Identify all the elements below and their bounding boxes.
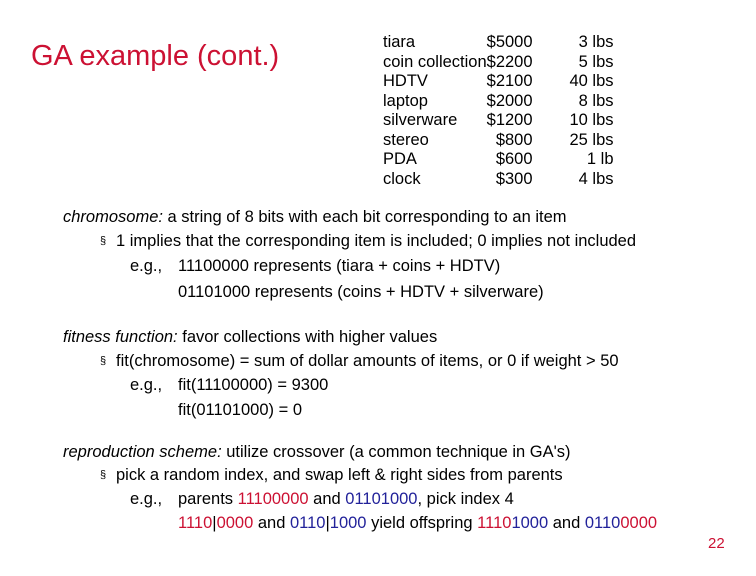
bullet-icon: § bbox=[100, 235, 107, 247]
chromosome-eg1: 11100000 represents (tiara + coins + HDTV) bbox=[178, 257, 501, 275]
item-weight: 4 lbs bbox=[578, 169, 614, 188]
item-price: $5000 bbox=[486, 33, 533, 51]
item-weight: 3 lbs bbox=[578, 33, 614, 51]
item-name: clock bbox=[383, 169, 421, 188]
reproduction-eg-label: e.g., bbox=[130, 490, 163, 508]
item-name: stereo bbox=[383, 130, 429, 149]
parent2-left: 0110 bbox=[289, 514, 326, 532]
item-row bbox=[383, 92, 614, 112]
chromosome-line bbox=[63, 208, 567, 227]
offspring2-right: 0000 bbox=[620, 514, 658, 532]
fitness-term: fitness function: bbox=[63, 328, 178, 346]
chromosome-definition: a string of 8 bits with each bit corresponding to an item bbox=[162, 208, 567, 226]
item-weight: 10 lbs bbox=[569, 111, 614, 129]
item-weight: 5 lbs bbox=[578, 52, 614, 71]
yield-text: yield offspring bbox=[366, 514, 478, 532]
chromosome-eg2: 01101000 represents (coins + HDTV + silverware) bbox=[178, 283, 544, 301]
fitness-eg-label: e.g., bbox=[130, 376, 163, 394]
and-text: and bbox=[308, 490, 346, 508]
separator: | bbox=[212, 514, 217, 532]
item-name: HDTV bbox=[383, 72, 428, 90]
item-price: $2100 bbox=[486, 72, 533, 90]
parent1-left: 1110 bbox=[178, 514, 213, 532]
item-row bbox=[383, 53, 614, 73]
item-weight: 25 lbs bbox=[569, 130, 614, 149]
item-weight: 1 lb bbox=[586, 150, 614, 168]
chromosome-eg-line bbox=[130, 257, 162, 276]
item-row bbox=[383, 111, 614, 131]
item-row bbox=[383, 72, 614, 92]
fitness-definition: favor collections with higher values bbox=[177, 328, 438, 346]
chromosome-bullet-text: 1 implies that the corresponding item is included; 0 implies not included bbox=[116, 232, 637, 250]
offspring1-left: 1110 bbox=[477, 514, 512, 532]
parents-label: parents bbox=[178, 490, 238, 508]
fitness-eg2: fit(01101000) = 0 bbox=[178, 401, 302, 419]
offspring1-right: 1000 bbox=[511, 514, 549, 532]
item-price: $1200 bbox=[486, 111, 533, 129]
items-table bbox=[383, 33, 614, 189]
reproduction-bullet-line bbox=[100, 466, 563, 485]
item-weight: 40 lbs bbox=[569, 72, 614, 90]
bullet-icon: § bbox=[100, 469, 107, 481]
item-weight: 8 lbs bbox=[578, 91, 614, 110]
item-name: silverware bbox=[383, 111, 458, 129]
item-price: $300 bbox=[495, 169, 533, 188]
bullet-icon: § bbox=[100, 355, 107, 367]
parent1-right: 0000 bbox=[216, 514, 254, 532]
parent2: 01101000 bbox=[345, 490, 418, 508]
item-row bbox=[383, 150, 614, 170]
chromosome-eg-label: e.g., bbox=[130, 257, 163, 275]
fitness-bullet-text: fit(chromosome) = sum of dollar amounts of items, or 0 if weight > 50 bbox=[116, 352, 619, 370]
item-row bbox=[383, 131, 614, 151]
slide-title: GA example (cont.) bbox=[31, 40, 280, 72]
item-price: $600 bbox=[495, 150, 533, 168]
separator: | bbox=[325, 514, 330, 532]
item-price: $800 bbox=[495, 130, 533, 149]
offspring2-left: 0110 bbox=[584, 514, 621, 532]
reproduction-crossover-line bbox=[178, 514, 657, 533]
page-number: 22 bbox=[708, 535, 725, 552]
fitness-line bbox=[63, 328, 437, 347]
item-row bbox=[383, 33, 614, 53]
pick-index-text: , pick index 4 bbox=[417, 490, 514, 508]
and-text: and bbox=[548, 514, 585, 532]
reproduction-bullet-text: pick a random index, and swap left & right sides from parents bbox=[116, 466, 563, 484]
item-name: laptop bbox=[383, 91, 428, 110]
fitness-bullet-line bbox=[100, 352, 619, 371]
item-price: $2000 bbox=[486, 91, 533, 110]
reproduction-definition: utilize crossover (a common technique in GA's) bbox=[221, 443, 571, 461]
item-row bbox=[383, 170, 614, 190]
item-name: PDA bbox=[383, 150, 417, 168]
item-name: coin collection bbox=[383, 52, 487, 71]
reproduction-parents-line bbox=[178, 490, 514, 509]
parent2-right: 1000 bbox=[329, 514, 367, 532]
item-name: tiara bbox=[383, 33, 416, 51]
parent1: 11100000 bbox=[237, 490, 309, 508]
chromosome-term: chromosome: bbox=[63, 208, 163, 226]
fitness-eg1: fit(11100000) = 9300 bbox=[178, 376, 329, 394]
and-text: and bbox=[253, 514, 290, 532]
item-price: $2200 bbox=[486, 52, 533, 71]
reproduction-line bbox=[63, 443, 571, 462]
chromosome-bullet-line bbox=[100, 232, 636, 251]
reproduction-term: reproduction scheme: bbox=[63, 443, 222, 461]
